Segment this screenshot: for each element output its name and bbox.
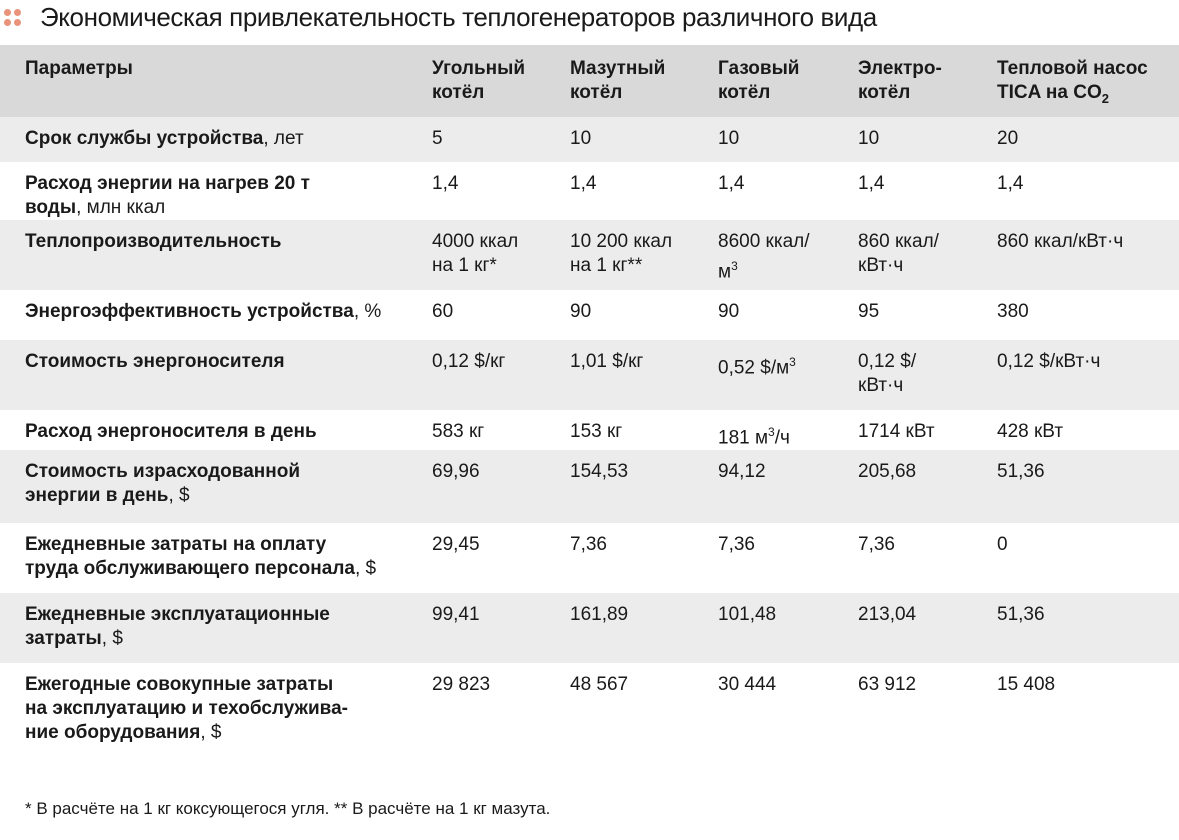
table-row: [0, 593, 1179, 663]
cell-heatpump: 51,36: [997, 461, 1045, 483]
cell-coal: 0,12 $/кг: [432, 351, 506, 372]
row-label: Ежедневные затраты на оплату труда обслуживающего персонала, $: [25, 534, 377, 580]
row-label: Теплопроизводительность: [25, 231, 282, 252]
cell-gas: 30 444: [718, 674, 777, 696]
cell-electric: 1,4: [858, 173, 885, 194]
cell-gas: 101,48: [718, 604, 777, 626]
cell-gas: 7,36: [718, 534, 755, 556]
cell-electric: 205,68: [858, 461, 917, 483]
table-row: [0, 220, 1179, 290]
cell-fueloil: 7,36: [570, 534, 607, 556]
cell-fueloil: 10: [570, 128, 592, 149]
cell-heatpump: 860 ккал/кВт·ч: [997, 231, 1124, 252]
cell-electric: 860 ккал/ кВт·ч: [858, 231, 939, 276]
cell-coal: 60: [432, 301, 454, 322]
table-row: [0, 410, 1179, 450]
cell-gas: 0,52 $\$/м^3$: [718, 355, 796, 379]
cell-heatpump: 15 408: [997, 674, 1056, 696]
table-row: [0, 290, 1179, 340]
table-row: [0, 450, 1179, 523]
cell-electric: 7,36: [858, 534, 895, 556]
cell-fueloil: 153 кг: [570, 421, 623, 442]
header-coal: Угольный котёл: [432, 58, 526, 103]
cell-fueloil: 1,4: [570, 173, 597, 194]
cell-coal: 99,41: [432, 604, 480, 626]
footnote: * В расчёте на 1 кг коксующегося угля. ** В расчёте на 1 кг мазута.: [25, 799, 551, 818]
cell-electric: 213,04: [858, 604, 917, 626]
table-row: [0, 523, 1179, 593]
cell-fueloil: 90: [570, 301, 592, 322]
cell-gas: 94,12: [718, 461, 766, 483]
cell-coal: 583 кг: [432, 421, 485, 442]
table-row: [0, 663, 1179, 753]
header-fueloil: Мазутный котёл: [570, 58, 666, 103]
cell-gas: 90: [718, 301, 740, 322]
cell-gas: 1,4: [718, 173, 745, 194]
cell-fueloil: 1,01 $/кг: [570, 351, 644, 372]
cell-coal: 1,4: [432, 173, 459, 194]
table-row: [0, 162, 1179, 220]
cell-coal: 4000 ккал на 1 кг*: [432, 231, 519, 276]
cell-coal: 69,96: [432, 461, 480, 483]
cell-gas: 8600 ккал/ $м^3$: [718, 231, 810, 283]
cell-electric: 0,12 $/ кВт·ч: [858, 351, 917, 396]
cell-electric: 1714 кВт: [858, 421, 935, 442]
header-heatpump: Тепловой насос TICA на $CO_2$: [997, 58, 1148, 106]
table-row: [0, 117, 1179, 162]
cell-gas: 181 $м^3/ч$: [718, 425, 790, 449]
cell-heatpump: 380: [997, 301, 1029, 322]
cell-heatpump: 51,36: [997, 604, 1045, 626]
cell-fueloil: 48 567: [570, 674, 629, 696]
row-label: Ежегодные совокупные затраты на эксплуатацию и техобслужива- ние оборудования, $: [25, 674, 348, 744]
row-label: Расход энергии на нагрев 20 т воды, млн ккал: [25, 173, 310, 218]
cell-gas: 10: [718, 128, 740, 149]
cell-heatpump: 1,4: [997, 173, 1024, 194]
row-label: Энергоэффективность устройства, %: [25, 301, 382, 322]
row-label: Стоимость израсходованной энергии в день, $: [25, 461, 301, 507]
cell-electric: 95: [858, 301, 880, 322]
cell-coal: 29 823: [432, 674, 491, 696]
row-label: Ежедневные эксплуатационные затраты, $: [25, 604, 330, 650]
table-row: [0, 340, 1179, 410]
cell-heatpump: 20: [997, 128, 1019, 149]
row-label: Срок службы устройства, лет: [25, 128, 304, 149]
page-title: Экономическая привлекательность теплогенераторов различного вида: [40, 2, 877, 32]
cell-heatpump: 0: [997, 534, 1008, 556]
cell-electric: 10: [858, 128, 880, 149]
cell-fueloil: 161,89: [570, 604, 629, 626]
dots-icon: [4, 9, 24, 29]
row-label: Стоимость энергоносителя: [25, 351, 285, 372]
cell-fueloil: 154,53: [570, 461, 629, 483]
header-params: Параметры: [25, 58, 133, 79]
title-row: [0, 0, 1179, 40]
cell-heatpump: 428 кВт: [997, 421, 1064, 442]
header-gas: Газовый котёл: [718, 58, 800, 103]
cell-coal: 29,45: [432, 534, 480, 556]
table-header-row: [0, 45, 1179, 117]
cell-electric: 63 912: [858, 674, 917, 696]
row-label: Расход энергоносителя в день: [25, 421, 317, 442]
comparison-table: [0, 45, 1179, 753]
cell-fueloil: 10 200 ккал на 1 кг**: [570, 231, 673, 276]
cell-coal: 5: [432, 128, 443, 149]
header-electric: Электро- котёл: [858, 58, 942, 103]
cell-heatpump: 0,12 $/кВт·ч: [997, 351, 1101, 372]
